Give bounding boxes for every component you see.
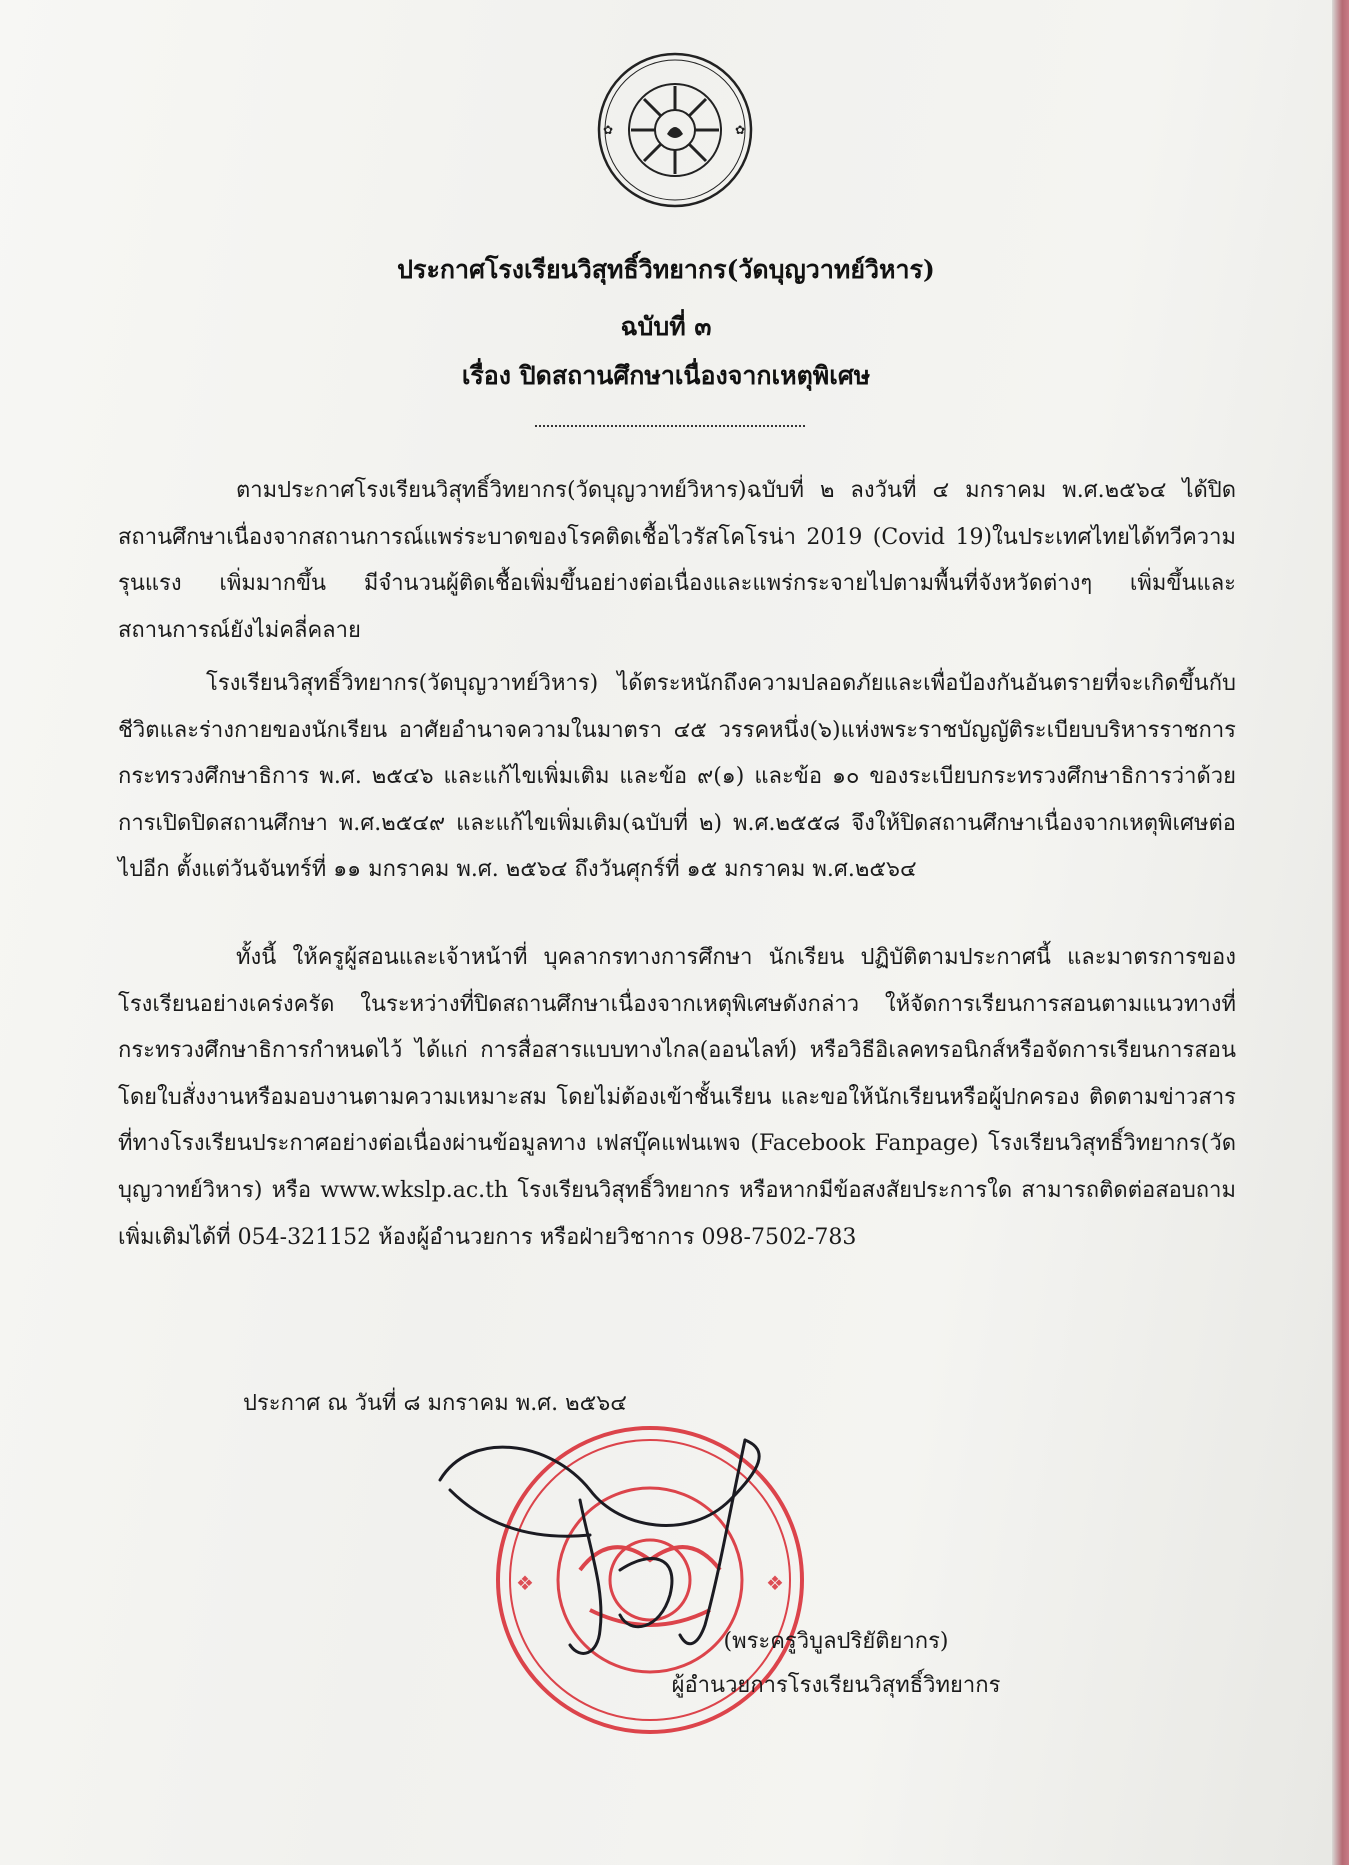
announcement-title: ประกาศโรงเรียนวิสุทธิ์วิทยากร(วัดบุญวาทย์วิหาร) [397, 255, 935, 284]
subject-line: เรื่อง ปิดสถานศึกษาเนื่องจากเหตุพิเศษ [461, 361, 871, 390]
page-edge [1332, 0, 1349, 1865]
paragraph-3: ทั้งนี้ ให้ครูผู้สอนและเจ้าหน้าที่ บุคลากรทางการศึกษา นักเรียน ปฏิบัติตามประกาศนี้ และมาตรการของโรงเรียนอย่างเคร่งครัด ในระหว่างที่ปิดสถานศึกษาเนื่องจากเหตุพิเศษดังกล่าว ให้จัดการเรียนการสอนตามแนวทางที่กระทรวงศึกษาธิการกำหนดไว้ ได้แก่ การสื่อสารแบบทางไกล(ออนไลท์) หรือวิธีอิเลคทรอนิกส์หรือจัดการเรียนการสอนโดยใบสั่งงานหรือมอบงานตามความเหมาะสม โดยไม่ต้องเข้าชั้นเรียน และขอให้นักเรียนหรือผู้ปกครอง ติดตามข่าวสารที่ทางโรงเรียนประกาศอย่างต่อเนื่องผ่านข้อมูลทาง เฟสบุ๊คแฟนเพจ (Facebook Fanpage) โรงเรียนวิสุทธิ์วิทยากร(วัดบุญวาทย์วิหาร) หรือ www.wkslp.ac.th โรงเรียนวิสุทธิ์วิทยากร หรือหากมีข้อสงสัยประการใด สามารถติดต่อสอบถามเพิ่มเติมได้ที่ 054-321152 ห้องผู้อำนวยการ หรือฝ่ายวิชาการ 098-7502-783 [118, 945, 1236, 1250]
signer-name: (พระครูวิบูลปริยัติยากร) [723, 1629, 949, 1654]
svg-text:❖: ❖ [766, 1571, 784, 1595]
school-crest-logo [595, 50, 755, 210]
svg-text:✿: ✿ [603, 123, 614, 137]
paragraph-1: ตามประกาศโรงเรียนวิสุทธิ์วิทยากร(วัดบุญวาทย์วิหาร)ฉบับที่ ๒ ลงวันที่ ๔ มกราคม พ.ศ.๒๕๖๔ ได้ปิดสถานศึกษาเนื่องจากสถานการณ์แพร่ระบาดของโรคติดเชื้อไวรัสโคโรน่า 2019 (Covid 19)ในประเทศไทยได้ทวีความรุนแรง เพิ่มมากขึ้น มีจำนวนผู้ติดเชื้อเพิ่มขึ้นอย่างต่อเนื่องและแพร่กระจายไปตามพื้นที่จังหวัดต่างๆ เพิ่มขึ้นและสถานการณ์ยังไม่คลี่คลาย [118, 478, 1236, 643]
issue-number: ฉบับที่ ๓ [620, 312, 712, 341]
dotted-divider [535, 425, 805, 427]
announcement-date: ประกาศ ณ วันที่ ๘ มกราคม พ.ศ. ๒๕๖๔ [243, 1391, 627, 1416]
svg-text:❖: ❖ [516, 1571, 534, 1595]
signer-role: ผู้อำนวยการโรงเรียนวิสุทธิ์วิทยากร [671, 1673, 1001, 1698]
svg-text:✿: ✿ [735, 123, 746, 137]
paragraph-2: โรงเรียนวิสุทธิ์วิทยากร(วัดบุญวาทย์วิหาร) ได้ตระหนักถึงความปลอดภัยและเพื่อป้องกันอันตรายที่จะเกิดขึ้นกับชีวิตและร่างกายของนักเรียน อาศัยอำนาจความในมาตรา ๔๕ วรรคหนึ่ง(๖)แห่งพระราชบัญญัติระเบียบบริหารราชการกระทรวงศึกษาธิการ พ.ศ. ๒๕๔๖ และแก้ไขเพิ่มเติม และข้อ ๙(๑) และข้อ ๑๐ ของระเบียบกระทรวงศึกษาธิการว่าด้วยการเปิดปิดสถานศึกษา พ.ศ.๒๕๔๙ และแก้ไขเพิ่มเติม(ฉบับที่ ๒) พ.ศ.๒๕๕๘ จึงให้ปิดสถานศึกษาเนื่องจากเหตุพิเศษต่อไปอีก ตั้งแต่วันจันทร์ที่ ๑๑ มกราคม พ.ศ. ๒๕๖๔ ถึงวันศุกร์ที่ ๑๕ มกราคม พ.ศ.๒๕๖๔ [118, 671, 1236, 883]
